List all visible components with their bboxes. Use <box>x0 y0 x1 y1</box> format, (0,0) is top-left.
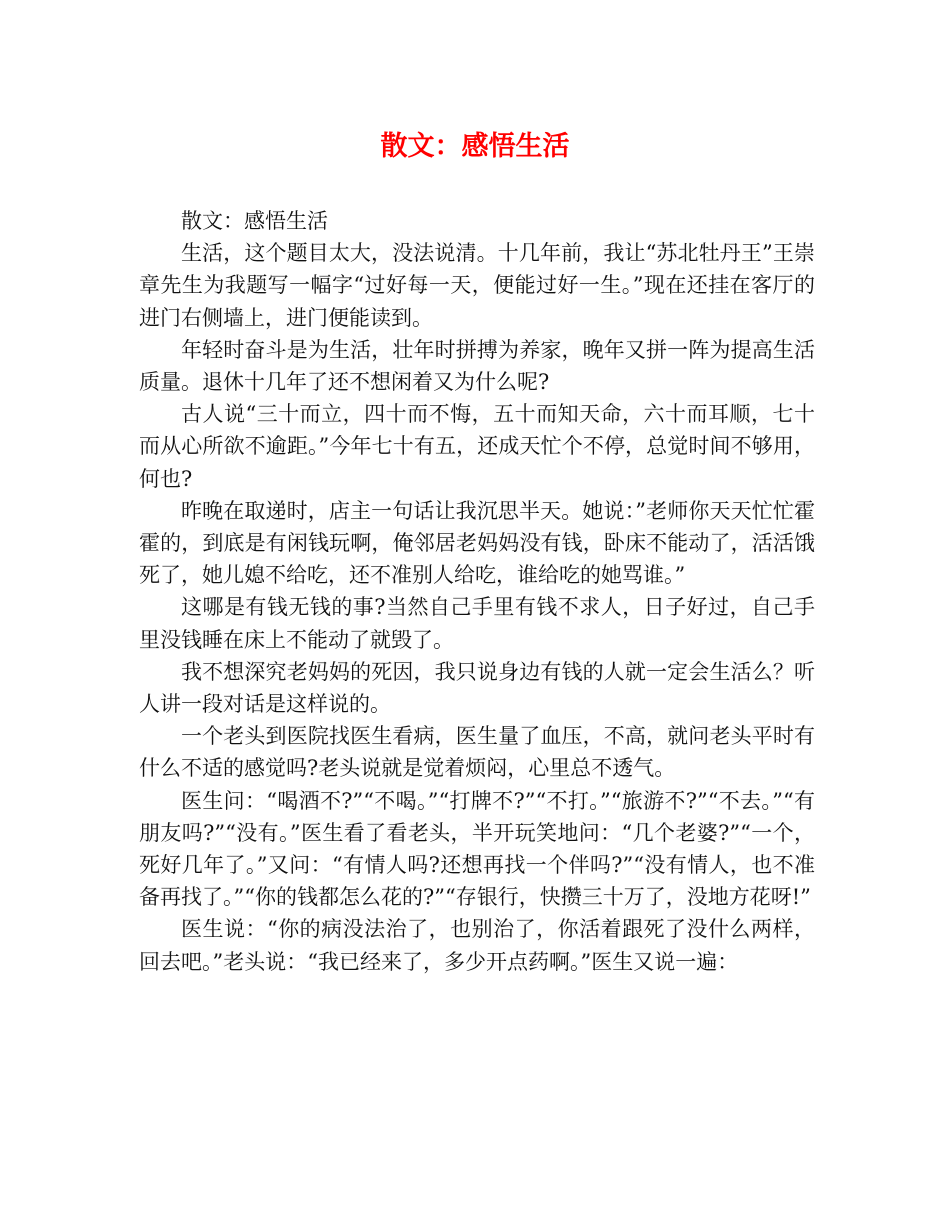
paragraph: 散文：感悟生活 <box>181 209 328 233</box>
article-body <box>139 205 815 978</box>
page-title: 散文：感悟生活 <box>380 131 570 162</box>
paragraph: 医生问：“喝酒不?”“不喝。”“打牌不?”“不打。”“旅游不?”“不去。”“有朋友吗?”“没有。”医生看了看老头，半开玩笑地问：“几个老婆?”“一个，死好几年了。”又问：“有情人吗?还想再找一个伴吗?”“没有情人，也不准备再找了。”“你的钱都怎么花的?”“存银行，快攒三十万了，没地方花呀!” <box>139 788 815 910</box>
paragraph: 医生说：“你的病没法治了，也别治了，你活着跟死了没什么两样，回去吧。”老头说：“我已经来了，多少开点药啊。”医生又说一遍： <box>139 917 815 974</box>
paragraph: 年轻时奋斗是为生活，壮年时拼搏为养家，晚年又拼一阵为提高生活质量。退休十几年了还不想闲着又为什么呢? <box>139 337 815 395</box>
paragraph: 我不想深究老妈妈的死因，我只说身边有钱的人就一定会生活么？听人讲一段对话是这样说的。 <box>139 659 815 717</box>
paragraph: 古人说“三十而立，四十而不悔，五十而知天命，六十而耳顺，七十而从心所欲不逾距。”今年七十有五，还成天忙个不停，总觉时间不够用，何也? <box>139 402 815 491</box>
paragraph: 昨晚在取递时，店主一句话让我沉思半天。她说：”老师你天天忙忙霍霍的，到底是有闲钱玩啊，俺邻居老妈妈没有钱，卧床不能动了，活活饿死了，她儿媳不给吃，还不准别人给吃，谁给吃的她骂谁。” <box>139 498 815 588</box>
paragraph: 生活，这个题目太大，没法说清。十几年前，我让“苏北牡丹王”王崇章先生为我题写一幅字“过好每一天，便能过好一生。”现在还挂在客厅的进门右侧墙上，进门便能读到。 <box>139 241 815 330</box>
paragraph: 这哪是有钱无钱的事?当然自己手里有钱不求人，日子好过，自己手里没钱睡在床上不能动了就毁了。 <box>139 595 815 652</box>
paragraph: 一个老头到医院找医生看病，医生量了血压，不高，就问老头平时有什么不适的感觉吗?老头说就是觉着烦闷，心里总不透气。 <box>139 724 815 781</box>
